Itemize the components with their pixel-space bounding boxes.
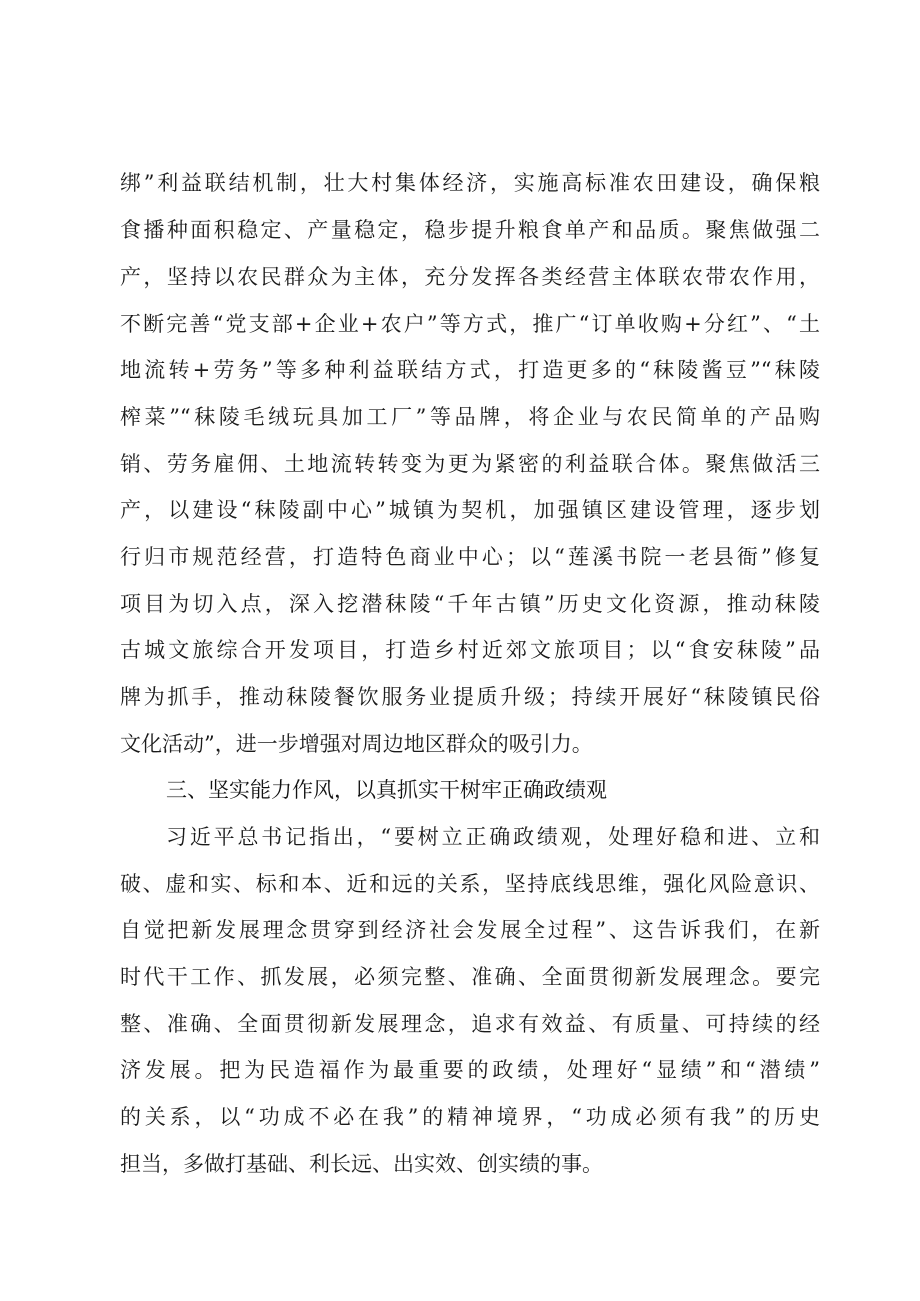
text-line: 济发展。把为民造福作为最重要的政绩，处理好“显绩”和“潜绩”: [120, 1058, 820, 1082]
text-line: 古城文旅综合开发项目，打造乡村近郊文旅项目；以“食安秣陵”品: [120, 638, 820, 662]
text-line: 榨菜”“秣陵毛绒玩具加工厂”等品牌，将企业与农民简单的产品购: [120, 405, 820, 429]
text-line: 的关系，以“功成不必在我”的精神境界，“功成必须有我”的历史: [120, 1105, 820, 1129]
text-line: 整、准确、全面贯彻新发展理念，追求有效益、有质量、可持续的经: [120, 1012, 820, 1036]
text-line: 习近平总书记指出，“要树立正确政绩观，处理好稳和进、立和: [166, 825, 820, 849]
text-line: 时代干工作、抓发展，必须完整、准确、全面贯彻新发展理念。要完: [120, 965, 820, 989]
text-line: 产，坚持以农民群众为主体，充分发挥各类经营主体联农带农作用，: [120, 265, 820, 289]
section-heading: 三、坚实能力作风，以真抓实干树牢正确政绩观: [166, 778, 607, 802]
text-line: 项目为切入点，深入挖潜秣陵“千年古镇”历史文化资源，推动秣陵: [120, 592, 820, 616]
text-line: 自觉把新发展理念贯穿到经济社会发展全过程”、这告诉我们，在新: [120, 918, 820, 942]
text-line: 行归市规范经营，打造特色商业中心；以“莲溪书院一老县衙”修复: [120, 545, 820, 569]
text-line: 破、虚和实、标和本、近和远的关系，坚持底线思维，强化风险意识、: [120, 872, 820, 896]
text-line: 食播种面积稳定、产量稳定，稳步提升粮食单产和品质。聚焦做强二: [120, 218, 820, 242]
text-line: 文化活动”，进一步增强对周边地区群众的吸引力。: [120, 732, 593, 756]
text-line: 牌为抓手，推动秣陵餐饮服务业提质升级；持续开展好“秣陵镇民俗: [120, 685, 820, 709]
text-line: 担当，多做打基础、利长远、出实效、创实绩的事。: [120, 1152, 603, 1176]
text-line: 销、劳务雇佣、土地流转转变为更为紧密的利益联合体。聚焦做活三: [120, 452, 820, 476]
text-line: 地流转+劳务”等多种利益联结方式，打造更多的“秣陵酱豆”“秣陵: [120, 358, 820, 382]
text-line: 产，以建设“秣陵副中心”城镇为契机，加强镇区建设管理，逐步划: [120, 498, 820, 522]
text-line: 不断完善“党支部+企业+农户”等方式，推广“订单收购+分红”、“土: [120, 312, 820, 336]
text-line: 绑”利益联结机制，壮大村集体经济，实施高标准农田建设，确保粮: [120, 171, 820, 195]
